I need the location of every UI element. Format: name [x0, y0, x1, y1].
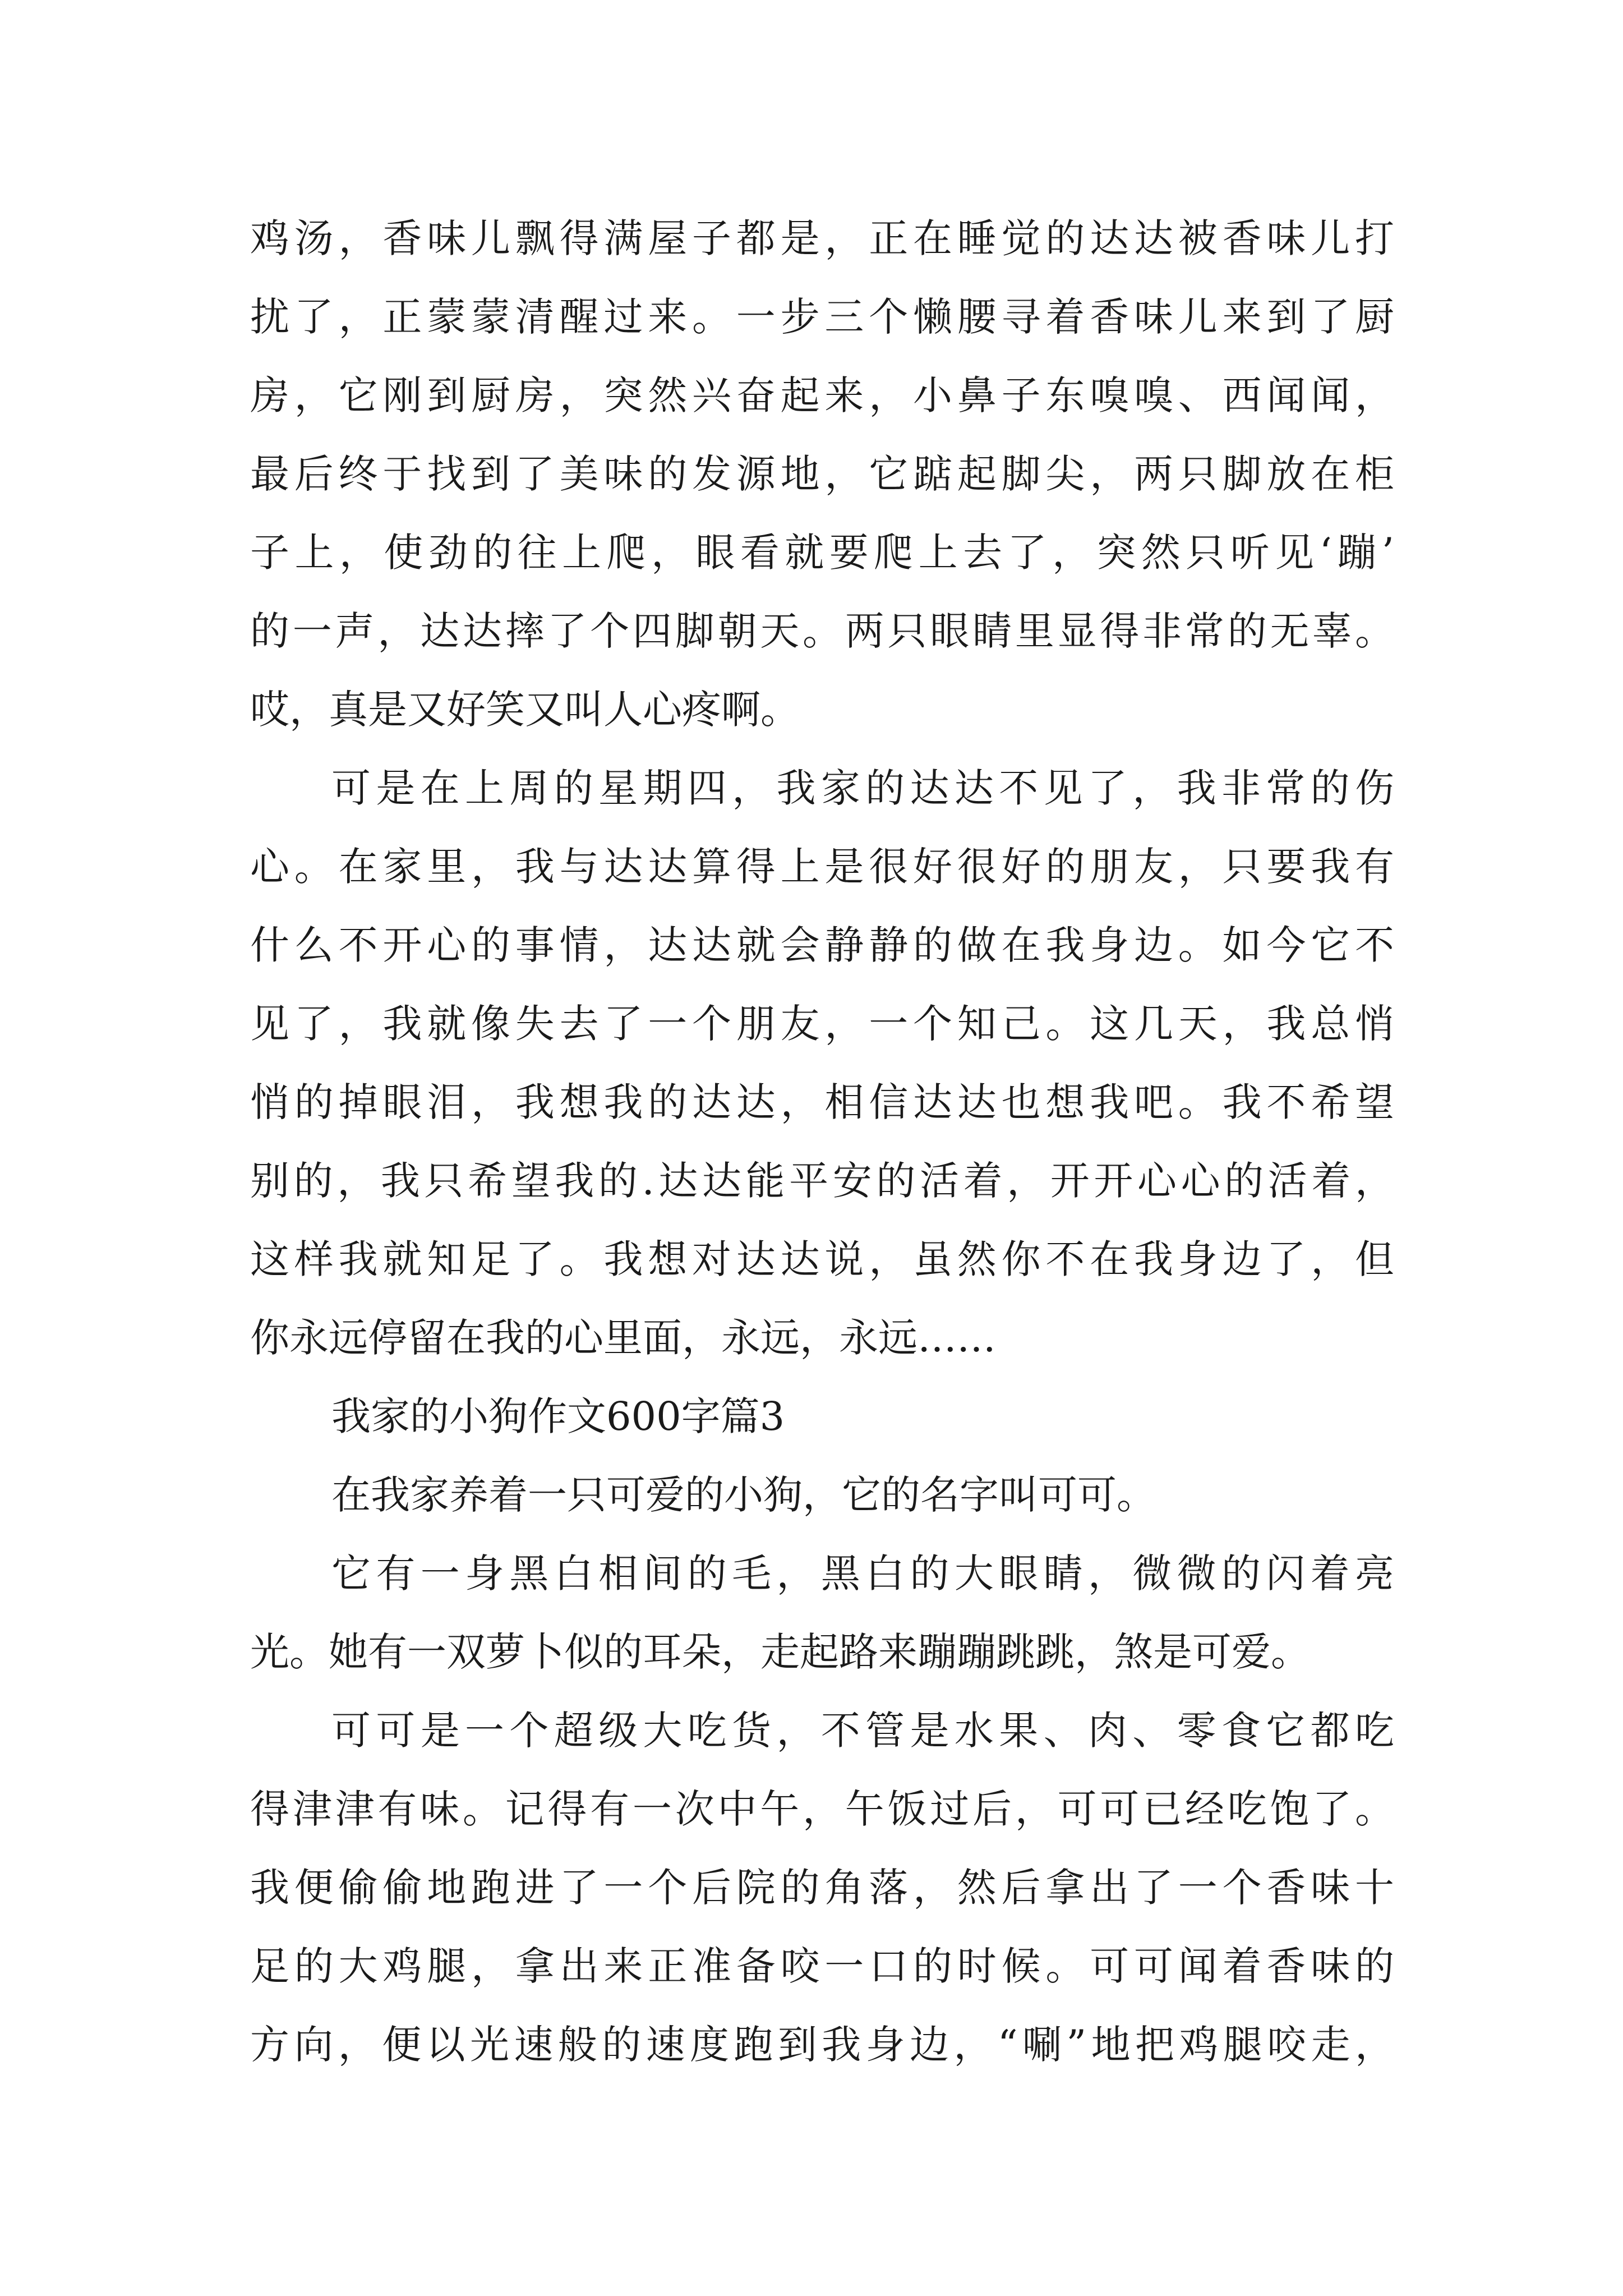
text-line: 鸡汤，香味儿飘得满屋子都是，正在睡觉的达达被香味儿打	[250, 215, 1394, 261]
text-line: 光。她有一双萝卜似的耳朵，走起路来蹦蹦跳跳，煞是可爱。	[250, 1629, 1310, 1675]
text-line: 方向，便以光速般的速度跑到我身边，“唰”地把鸡腿咬走，	[250, 2022, 1394, 2068]
text-line: 见了，我就像失去了一个朋友，一个知己。这几天，我总悄	[250, 1001, 1394, 1047]
section-heading: 我家的小狗作文600字篇3	[331, 1393, 785, 1439]
text-line: 别的，我只希望我的.达达能平安的活着，开开心心的活着，	[250, 1158, 1394, 1204]
text-line: 足的大鸡腿，拿出来正准备咬一口的时候。可可闻着香味的	[250, 1943, 1394, 1989]
text-line: 心。在家里，我与达达算得上是很好很好的朋友，只要我有	[250, 844, 1394, 890]
text-line: 可可是一个超级大吃货，不管是水果、肉、零食它都吃	[331, 1708, 1394, 1754]
text-line: 悄的掉眼泪，我想我的达达，相信达达也想我吧。我不希望	[250, 1079, 1394, 1125]
text-line: 房，它刚到厨房，突然兴奋起来，小鼻子东嗅嗅、西闻闻，	[250, 372, 1394, 418]
text-line: 子上，使劲的往上爬，眼看就要爬上去了，突然只听见‘蹦’	[250, 530, 1394, 576]
text-line: 你永远停留在我的心里面，永远，永远……	[250, 1315, 996, 1361]
text-line: 什么不开心的事情，达达就会静静的做在我身边。如今它不	[250, 922, 1394, 968]
text-line: 最后终于找到了美味的发源地，它踮起脚尖，两只脚放在柜	[250, 451, 1394, 497]
text-line: 它有一身黑白相间的毛，黑白的大眼睛，微微的闪着亮	[331, 1550, 1394, 1596]
document-body	[250, 199, 1394, 2084]
text-line: 得津津有味。记得有一次中午，午饭过后，可可已经吃饱了。	[250, 1786, 1394, 1832]
text-line: 我便偷偷地跑进了一个后院的角落，然后拿出了一个香味十	[250, 1865, 1394, 1911]
text-line: 的一声，达达摔了个四脚朝天。两只眼睛里显得非常的无辜。	[250, 608, 1394, 654]
text-line: 这样我就知足了。我想对达达说，虽然你不在我身边了，但	[250, 1236, 1394, 1282]
text-line: 在我家养着一只可爱的小狗，它的名字叫可可。	[331, 1472, 1156, 1518]
text-line: 可是在上周的星期四，我家的达达不见了，我非常的伤	[331, 765, 1394, 811]
text-line: 哎，真是又好笑又叫人心疼啊。	[250, 687, 800, 733]
text-line: 扰了，正蒙蒙清醒过来。一步三个懒腰寻着香味儿来到了厨	[250, 294, 1394, 340]
